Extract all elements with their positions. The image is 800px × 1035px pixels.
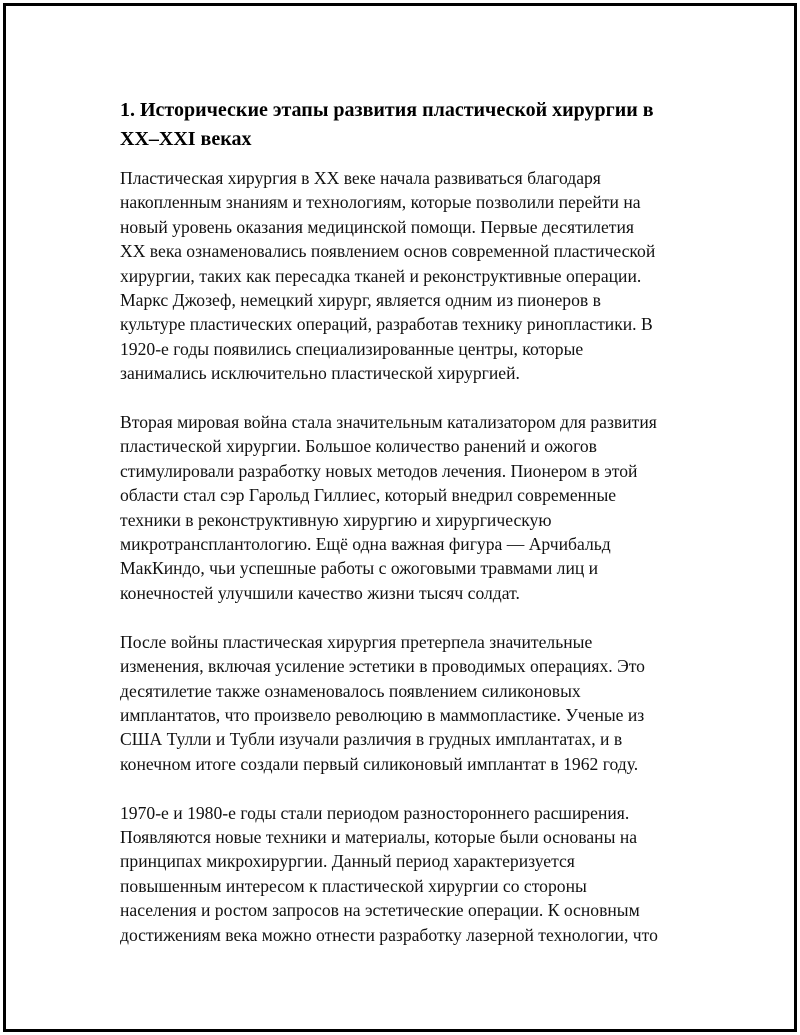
paragraph-line: повышенным интересом к пластической хирургии со стороны — [120, 875, 587, 896]
paragraph-line: МакКиндо, чьи успешные работы с ожоговыми травмами лиц и — [120, 558, 599, 579]
paragraph-line: новый уровень оказания медицинской помощи. Первые десятилетия — [120, 216, 634, 237]
paragraph-line: имплантатов, что произвело революцию в маммопластике. Ученые из — [120, 704, 645, 725]
paragraph-line: техники в реконструктивную хирургию и хирургическую — [120, 509, 552, 530]
paragraph-line: Маркс Джозеф, немецкий хирург, является одним из пионеров в — [120, 290, 601, 311]
paragraph-line: После войны пластическая хирургия претерпела значительные — [120, 631, 593, 652]
paragraph-line: Появляются новые техники и материалы, которые были основаны на — [120, 826, 638, 847]
paragraph — [120, 801, 690, 947]
paragraph-line: принципах микрохирургии. Данный период характеризуется — [120, 851, 575, 872]
paragraph-line: накопленным знаниям и технологиям, которые позволили перейти на — [120, 192, 641, 213]
heading-line: XX–XXI веках — [120, 128, 252, 150]
paragraphs-container — [120, 166, 690, 947]
paragraph — [120, 410, 690, 605]
paragraph-line: населения и ростом запросов на эстетические операции. К основным — [120, 900, 640, 921]
paragraph — [120, 166, 690, 386]
paragraph-line: стимулировали разработку новых методов лечения. Пионером в этой — [120, 460, 638, 481]
paragraph-line: культуре пластических операций, разработав технику ринопластики. В — [120, 314, 653, 335]
paragraph-line: десятилетие также ознаменовалось появлением силиконовых — [120, 680, 581, 701]
page-frame — [3, 3, 797, 1032]
paragraph-line: 1920-е годы появились специализированные центры, которые — [120, 338, 584, 359]
paragraph-line: конечностей улучшили качество жизни тысяч солдат. — [120, 582, 520, 603]
paragraph — [120, 630, 690, 776]
paragraph-line: конечном итоге создали первый силиконовый имплантат в 1962 году. — [120, 753, 639, 774]
heading-line: 1. Исторические этапы развития пластической хирургии в — [120, 99, 654, 121]
paragraph-line: США Тулли и Тубли изучали различия в грудных имплантатах, и в — [120, 729, 623, 750]
paragraph-line: области стал сэр Гарольд Гиллиес, который внедрил современные — [120, 485, 617, 506]
paragraph-line: 1970-е и 1980-е годы стали периодом разностороннего расширения. — [120, 802, 630, 823]
paragraph-line: Вторая мировая война стала значительным катализатором для развития — [120, 412, 657, 433]
paragraph-line: Пластическая хирургия в XX веке начала развиваться благодаря — [120, 168, 601, 188]
paragraph-line: достижениям века можно отнести разработку лазерной технологии, что — [120, 924, 658, 945]
document-body — [120, 96, 690, 971]
paragraph-line: микротрансплантологию. Ещё одна важная фигура — Арчибальд — [120, 534, 611, 555]
paragraph-line: хирургии, таких как пересадка тканей и реконструктивные операции. — [120, 265, 642, 286]
paragraph-line: занимались исключительно пластической хирургией. — [120, 363, 520, 384]
section-heading — [120, 96, 690, 154]
paragraph-line: пластической хирургии. Большое количество ранений и ожогов — [120, 436, 597, 457]
paragraph-line: XX века ознаменовались появлением основ современной пластической — [120, 241, 656, 262]
paragraph-line: изменения, включая усиление эстетики в проводимых операциях. Это — [120, 656, 645, 677]
